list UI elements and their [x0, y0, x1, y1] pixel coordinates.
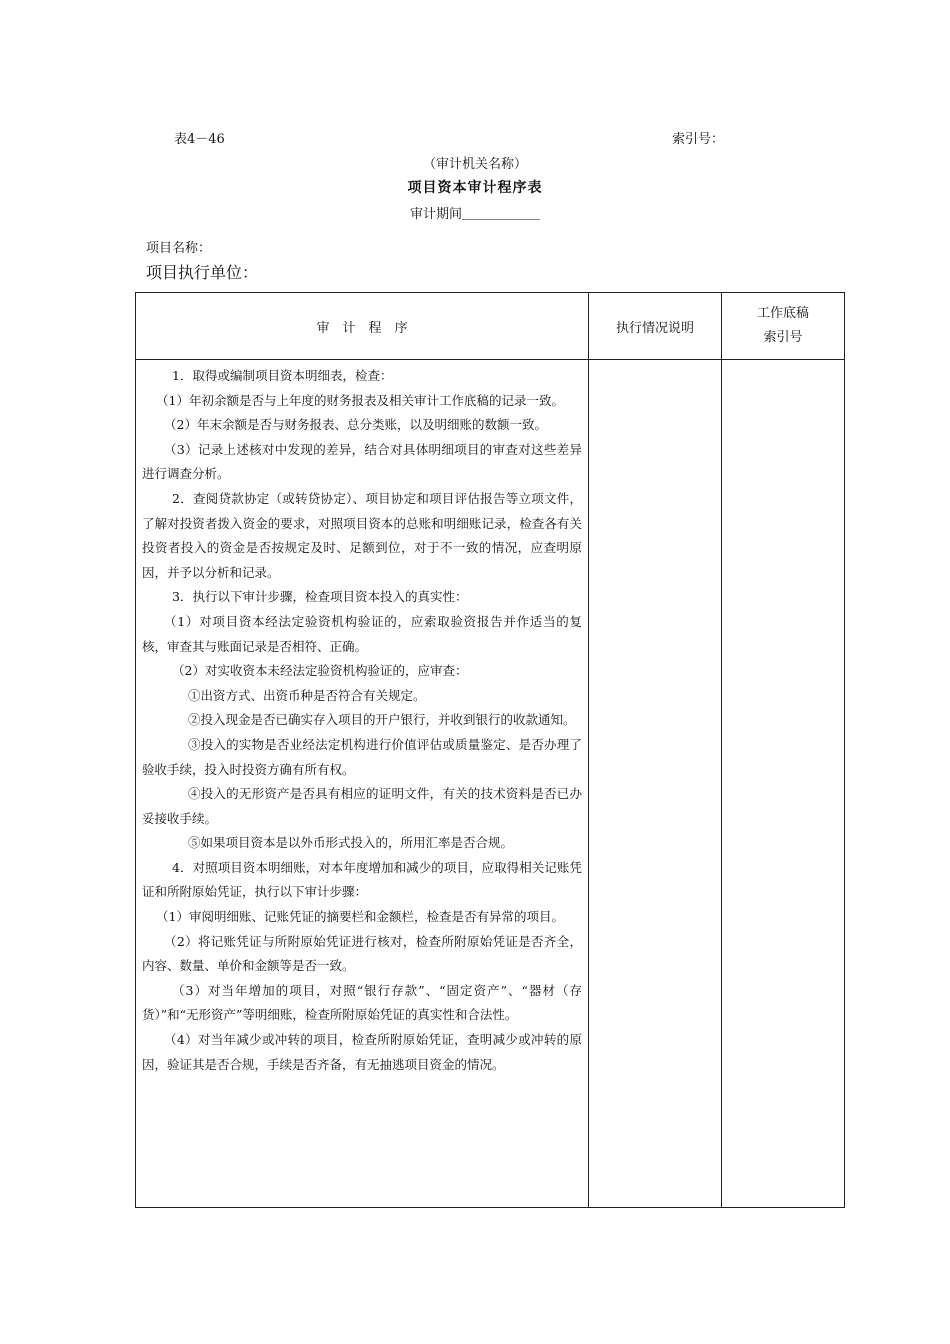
- project-name-label: 项目名称：: [146, 241, 212, 256]
- header-execution: 执行情况说明: [589, 293, 722, 360]
- table-body-row: [136, 360, 845, 1208]
- execution-cell: [589, 360, 722, 1208]
- procedure-line: ②投入现金是否已确实存入项目的开户银行，并收到银行的收款通知。: [188, 712, 576, 728]
- procedure-line: 3．执行以下审计步骤，检查项目资本投入的真实性：: [172, 589, 468, 605]
- project-unit-label: 项目执行单位：: [146, 263, 259, 282]
- procedure-line: （1）年初余额是否与上年度的财务报表及相关审计工作底稿的记录一致。: [156, 392, 564, 408]
- procedure-line: ⑤如果项目资本是以外币形式投入的，所用汇率是否合规。: [188, 835, 514, 851]
- procedure-line: （4）对当年减少或冲转的项目，检查所附原始凭证，查明减少或冲转的原因，验证其是否合规，手续是否齐备，有无抽逃项目资金的情况。: [142, 1032, 582, 1072]
- header-reference: [722, 293, 845, 360]
- procedure-line: （3）对当年增加的项目，对照“银行存款”、“固定资产”、“器材（存货）”和“无形资产”等明细账，检查所附原始凭证的真实性和合法性。: [142, 982, 582, 1023]
- procedure-line: （2）年末余额是否与财务报表、总分类账，以及明细账的数额一致。: [164, 417, 547, 433]
- procedure-line: （2）将记账凭证与所附原始凭证进行核对，检查所附原始凭证是否齐全，内容、数量、单价和金额等是否一致。: [142, 933, 582, 974]
- procedure-line: （2）对实收资本未经法定验资机构验证的，应审查：: [172, 663, 468, 679]
- index-number-label: 索引号：: [672, 132, 725, 147]
- procedure-line: （1）对项目资本经法定验资机构验证的，应索取验资报告并作适当的复核，审查其与账面记录是否相符、正确。: [142, 613, 582, 654]
- reference-cell: [722, 360, 845, 1208]
- procedure-line: （3）记录上述核对中发现的差异，结合对具体明细项目的审查对这些差异进行调查分析。: [142, 441, 582, 482]
- procedure-line: ④投入的无形资产是否具有相应的证明文件，有关的技术资料是否已办妥接收手续。: [142, 786, 582, 826]
- procedure-line: ①出资方式、出资币种是否符合有关规定。: [188, 687, 426, 703]
- document-title: 项目资本审计程序表: [407, 180, 543, 196]
- audit-period: 审计期间＿＿＿＿＿＿: [409, 207, 540, 222]
- procedure-line: （1）审阅明细账、记账凭证的摘要栏和金额栏，检查是否有异常的项目。: [156, 909, 564, 925]
- header-procedure: 审 计 程 序: [136, 293, 589, 360]
- audit-org-name: （审计机关名称）: [422, 157, 527, 172]
- header-reference-line2: 索引号: [763, 330, 803, 345]
- header-reference-line1: 工作底稿: [756, 306, 809, 321]
- audit-procedure-table: [135, 292, 845, 1208]
- procedure-line: 4．对照项目资本明细账，对本年度增加和减少的项目，应取得相关记账凭证和所附原始凭证，执行以下审计步骤：: [142, 859, 582, 900]
- procedure-line: 2．查阅贷款协定（或转贷协定）、项目协定和项目评估报告等立项文件，了解对投资者拨入资金的要求，对照项目资本的总账和明细账记录，检查各有关投资者投入的资金是否按规定及时、足额到位，对于不一致的情况，应查明原因，并予以分析和记录。: [142, 490, 582, 580]
- table-number: 表4－46: [174, 132, 225, 147]
- procedure-line: ③投入的实物是否业经法定机构进行价值评估或质量鉴定、是否办理了验收手续，投入时投资方确有所有权。: [142, 736, 582, 777]
- table-header-row: [136, 293, 845, 360]
- procedure-cell: [136, 360, 589, 1208]
- procedure-line: 1．取得或编制项目资本明细表，检查：: [172, 368, 393, 383]
